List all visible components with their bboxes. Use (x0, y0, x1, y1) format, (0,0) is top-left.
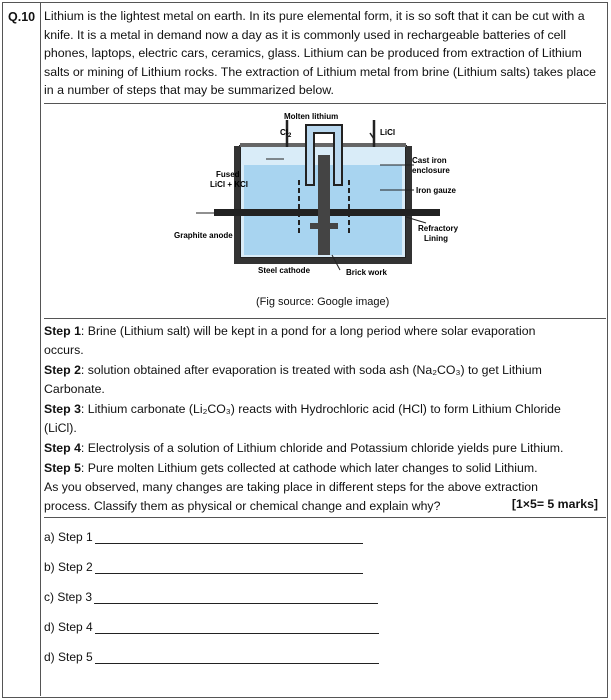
step-3-line: Step 3: Lithium carbonate (Li₂CO₃) reacts with Hydrochloric acid (HCl) to form Lithium Chloride (44, 402, 561, 416)
label-brick-work: Brick work (346, 268, 387, 277)
step-4-line: Step 4: Electrolysis of a solution of Lithium chloride and Potassium chloride yields pure Lithium. (44, 441, 564, 455)
step-5-line: Step 5: Pure molten Lithium gets collected at cathode which later changes to solid Lithium. (44, 461, 538, 475)
label-iron-gauze: Iron gauze (416, 186, 457, 195)
separator (44, 318, 606, 319)
label-cast-iron-1: Cast iron (412, 156, 447, 165)
step-1-cont: occurs. (44, 343, 84, 357)
separator (44, 517, 606, 518)
answer-step-3[interactable]: c) Step 3 (44, 590, 378, 604)
brick-floor (234, 258, 412, 264)
label-fused-1: Fused (216, 170, 240, 179)
question-number: Q.10 (8, 10, 36, 24)
figure-source: (Fig source: Google image) (256, 296, 390, 308)
answer-step-2[interactable]: b) Step 2 (44, 560, 363, 574)
step-2-cont: Carbonate. (44, 382, 105, 396)
prompt-line-1: As you observed, many changes are taking place in different steps for the above extraction (44, 480, 538, 494)
separator (44, 103, 606, 104)
label-graphite-anode: Graphite anode (174, 231, 233, 240)
step-2-line: Step 2: solution obtained after evaporation is treated with soda ash (Na₂CO₃) to get Lithium (44, 363, 542, 377)
label-steel-cathode: Steel cathode (258, 266, 311, 275)
label-refractory-2: Lining (424, 234, 448, 243)
step-1-line: Step 1: Brine (Lithium salt) will be kept in a pond for a long period where solar evaporation (44, 324, 536, 338)
steel-cathode (318, 155, 330, 255)
intro-paragraph: Lithium is the lightest metal on earth. In its pure elemental form, it is so soft that it can be cut with a knife. It is a metal in demand now a day as it is commonly used in rechargeable batteries of cell phones, laptops, electric cars, ceramics, glass. Lithium can be produced from extraction of Lithium salts or mining of Lithium rocks. The extraction of Lithium metal from brine (Lithium salts) takes place in a number of steps that may be summarized below. (44, 9, 597, 98)
label-fused-2: LiCl + KCl (210, 180, 249, 189)
brick-wall-left (234, 146, 240, 264)
label-licl: LiCl (380, 128, 396, 137)
label-molten-lithium: Molten lithium (284, 112, 339, 121)
prompt-line-2: process. Classify them as physical or chemical change and explain why? (44, 499, 441, 513)
enclosure-lid (240, 143, 406, 147)
answer-step-4[interactable]: d) Step 4 (44, 620, 379, 634)
step-3-cont: (LiCl). (44, 421, 77, 435)
question-number-column (2, 2, 41, 696)
answer-step-5[interactable]: d) Step 5 (44, 650, 379, 664)
label-cl2: $Cl_2$ (280, 128, 292, 139)
marks-badge: [1×5= 5 marks] (511, 497, 598, 511)
label-refractory-1: Refractory (418, 224, 459, 233)
label-cast-iron-2: enclosure (412, 166, 450, 175)
electrolysis-diagram (44, 105, 604, 295)
answer-step-1[interactable]: a) Step 1 (44, 530, 363, 544)
